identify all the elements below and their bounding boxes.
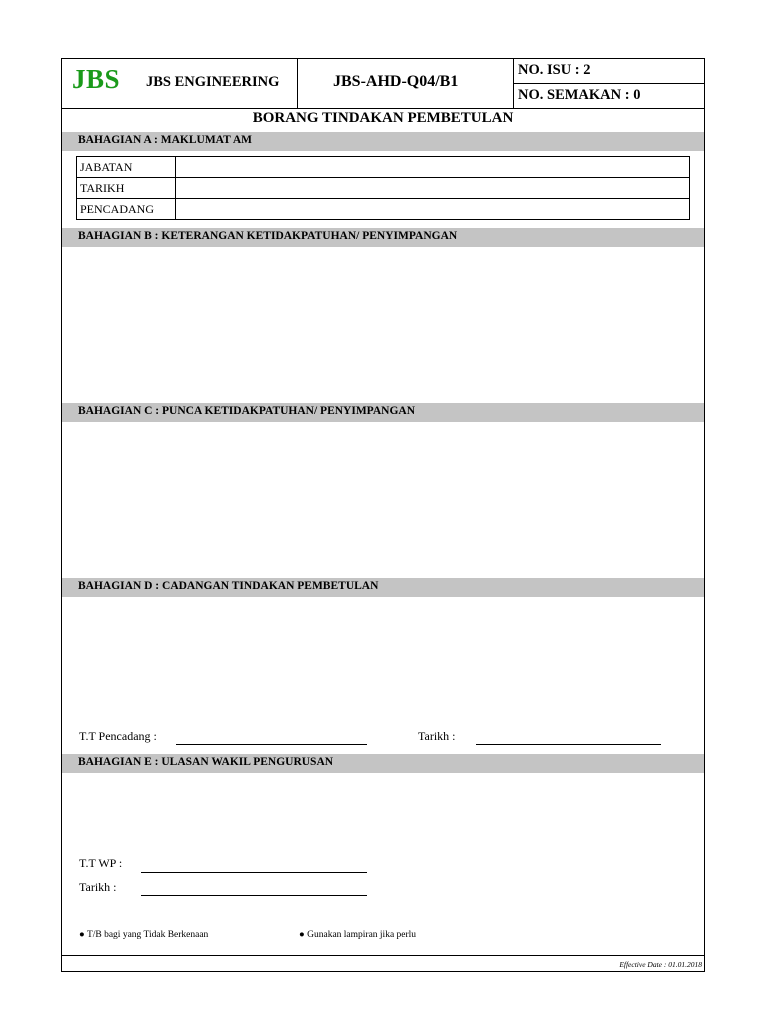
date-wp-label: Tarikh : — [79, 880, 117, 894]
jabatan-field[interactable] — [176, 157, 690, 178]
date-pencadang-label: Tarikh : — [418, 729, 456, 743]
note-use-attachment: ● Gunakan lampiran jika perlu — [299, 930, 417, 940]
date-pencadang-line[interactable] — [476, 744, 661, 745]
section-e-title: BAHAGIAN E : ULASAN WAKIL PENGURUSAN — [78, 756, 334, 768]
effective-date: Effective Date : 01.01.2018 — [619, 960, 702, 969]
company-name: JBS ENGINEERING — [146, 74, 280, 90]
section-d-title: BAHAGIAN D : CADANGAN TINDAKAN PEMBETULAN — [78, 580, 379, 592]
section-b-title: BAHAGIAN B : KETERANGAN KETIDAKPATUHAN/ PENYIMPANGAN — [78, 230, 458, 242]
section-e-header — [62, 754, 704, 773]
section-d-header — [62, 578, 704, 597]
signature-wp-line[interactable] — [141, 872, 367, 873]
header-divider-mid — [513, 83, 705, 84]
section-c-title: BAHAGIAN C : PUNCA KETIDAKPATUHAN/ PENYIMPANGAN — [78, 405, 416, 417]
company-logo: JBS — [72, 64, 121, 94]
header-divider-1 — [297, 58, 298, 108]
date-wp-line[interactable] — [141, 895, 367, 896]
section-c-content-area[interactable] — [62, 423, 704, 577]
table-row — [77, 178, 690, 199]
jabatan-label: JABATAN — [77, 157, 176, 178]
pencadang-label: PENCADANG — [77, 199, 176, 220]
header-bottom-rule — [61, 108, 705, 109]
pencadang-field[interactable] — [176, 199, 690, 220]
note-not-applicable: ● T/B bagi yang Tidak Berkenaan — [79, 930, 209, 940]
signature-pencadang-label: T.T Pencadang : — [79, 729, 157, 743]
table-row — [77, 157, 690, 178]
section-d-content-area[interactable] — [62, 598, 704, 723]
section-b-header — [62, 228, 704, 247]
section-a-header — [62, 132, 704, 151]
general-info-table — [76, 156, 690, 220]
table-row — [77, 199, 690, 220]
tarikh-field[interactable] — [176, 178, 690, 199]
issue-number: NO. ISU : 2 — [518, 62, 591, 78]
section-b-content-area[interactable] — [62, 248, 704, 402]
section-a-title: BAHAGIAN A : MAKLUMAT AM — [78, 134, 252, 146]
document-code: JBS-AHD-Q04/B1 — [333, 73, 459, 90]
signature-wp-label: T.T WP : — [79, 856, 123, 870]
section-c-header — [62, 403, 704, 422]
footer-rule — [61, 955, 705, 956]
revision-number: NO. SEMAKAN : 0 — [518, 87, 641, 103]
form-title: BORANG TINDAKAN PEMBETULAN — [252, 110, 514, 126]
signature-pencadang-line[interactable] — [176, 744, 367, 745]
tarikh-label: TARIKH — [77, 178, 176, 199]
